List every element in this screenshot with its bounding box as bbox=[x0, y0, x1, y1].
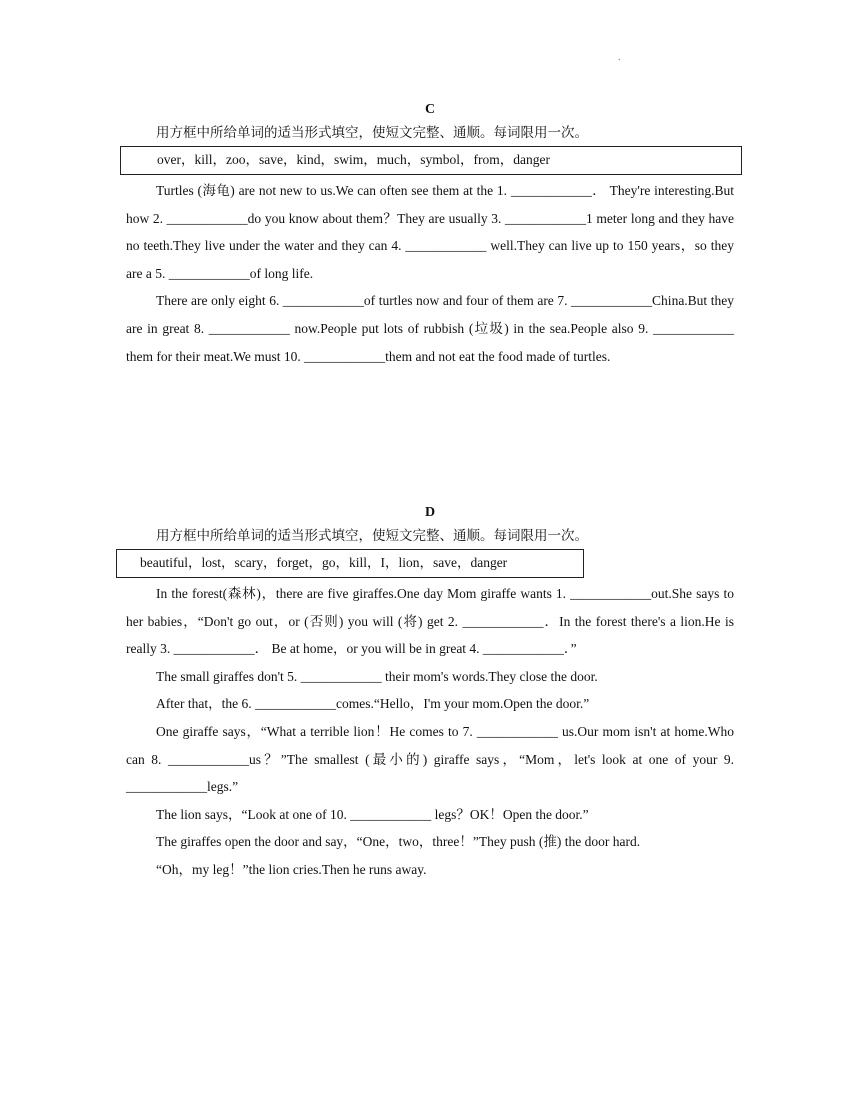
section-d-paragraph-5: The lion says，“Look at one of 10. ____________ legs？OK！Open the door.” bbox=[156, 806, 589, 822]
page-marker: . bbox=[618, 52, 621, 63]
section-c-paragraph-2: There are only eight 6. ____________of turtles now and four of them are 7. ____________China.But they are in great 8. ____________ now.People put lots of rubbish (垃圾) in the sea.People also 9. ____________ them for their meat.We must 10. ____________them and not eat the food made of turtles. bbox=[126, 293, 734, 364]
section-d-paragraph-1: In the forest(森林)，there are five giraffes.One day Mom giraffe wants 1. ____________out.She says to her babies，“Don't go out，or (否则) you will (将) get 2. ____________．In the forest there's a lion.He is really 3. ____________． Be at home，or you will be in great 4. ____________．” bbox=[126, 586, 734, 657]
section-d-paragraph-4: One giraffe says，“What a terrible lion！He comes to 7. ____________ us.Our mom isn't at home.Who can 8. ____________us？”The smallest (最小的) giraffe says，“Mom，let's look at one of your 9. ____________legs.” bbox=[126, 723, 734, 795]
section-d-paragraph-6: The giraffes open the door and say，“One，two，three！”They push (推) the door hard. bbox=[156, 834, 641, 850]
section-c-paragraph-1: Turtles (海龟) are not new to us.We can often see them at the 1. ____________． They're interesting.But how 2. ____________do you know about them？They are usually 3. ____________1 meter long and they have no teeth.They live under the water and they can 4. ____________ well.They can live up to 150 years，so they are a 5. ____________of long life. bbox=[126, 183, 734, 281]
section-d-paragraph-7: “Oh，my leg！”the lion cries.Then he runs away. bbox=[156, 861, 427, 877]
section-d bbox=[126, 503, 734, 884]
section-d-word-box: beautiful，lost，scary，forget，go，kill，I，lion，save，danger bbox=[116, 549, 584, 578]
section-c-instruction: 用方框中所给单词的适当形式填空，使短文完整、通顺。每词限用一次。 bbox=[156, 125, 588, 140]
section-d-letter: D bbox=[424, 505, 436, 520]
section-d-paragraph-3: After that，the 6. ____________comes.“Hello，I'm your mom.Open the door.” bbox=[156, 696, 590, 712]
section-c-letter: C bbox=[424, 102, 436, 117]
section-c bbox=[126, 100, 734, 370]
section-c-word-box: over，kill，zoo，save，kind，swim，much，symbol，from，danger bbox=[120, 146, 742, 175]
section-d-paragraph-2: The small giraffes don't 5. ____________ their mom's words.They close the door. bbox=[156, 668, 598, 684]
section-d-instruction: 用方框中所给单词的适当形式填空，使短文完整、通顺。每词限用一次。 bbox=[156, 528, 588, 543]
